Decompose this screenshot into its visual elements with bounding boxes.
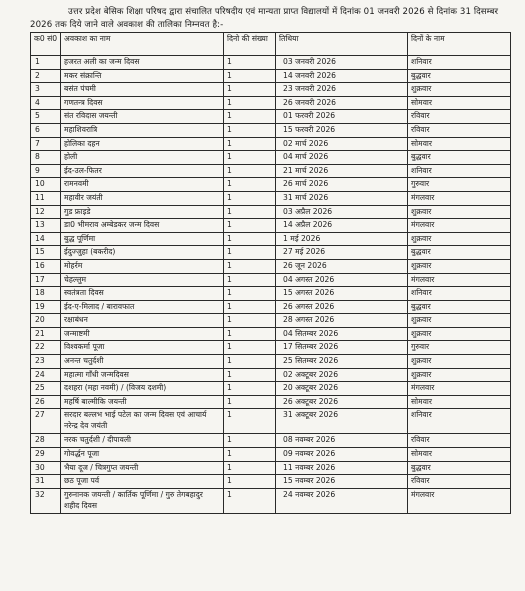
- cell-holiday-name: ईद-उल-फितर: [61, 164, 224, 178]
- cell-weekday: शनिवार: [408, 287, 511, 301]
- cell-holiday-name: हजरत अली का जन्म दिवस: [61, 56, 224, 70]
- cell-sno: 25: [31, 382, 61, 396]
- cell-day-count: 1: [224, 151, 276, 165]
- cell-holiday-name: ईदुज्जुहा (बकरीद): [61, 246, 224, 260]
- cell-day-count: 1: [224, 246, 276, 260]
- table-row: [31, 83, 511, 97]
- cell-date: 11 नवम्बर 2026: [276, 461, 408, 475]
- table-row: [31, 355, 511, 369]
- cell-weekday: मंगलवार: [408, 273, 511, 287]
- table-row: [31, 382, 511, 396]
- cell-day-count: 1: [224, 434, 276, 448]
- cell-day-count: 1: [224, 488, 276, 513]
- cell-weekday: बुद्धवार: [408, 246, 511, 260]
- cell-sno: 20: [31, 314, 61, 328]
- cell-date: 03 अप्रैल 2026: [276, 205, 408, 219]
- table-row: [31, 191, 511, 205]
- header-weekday: दिनों के नाम: [408, 33, 511, 56]
- cell-holiday-name: संत रविदास जयन्ती: [61, 110, 224, 124]
- cell-date: 04 अगस्त 2026: [276, 273, 408, 287]
- cell-date: 04 सितम्बर 2026: [276, 327, 408, 341]
- cell-holiday-name: गोवर्द्धन पूजा: [61, 448, 224, 462]
- cell-weekday: बुद्धवार: [408, 461, 511, 475]
- cell-weekday: गुरुवार: [408, 341, 511, 355]
- table-row: [31, 368, 511, 382]
- table-row: [31, 488, 511, 513]
- table-row: [31, 246, 511, 260]
- cell-day-count: 1: [224, 191, 276, 205]
- cell-weekday: रविवार: [408, 475, 511, 489]
- cell-date: 15 फरवरी 2026: [276, 123, 408, 137]
- cell-weekday: रविवार: [408, 110, 511, 124]
- table-header-row: [31, 33, 511, 56]
- table-row: [31, 448, 511, 462]
- cell-date: 17 सितम्बर 2026: [276, 341, 408, 355]
- cell-sno: 13: [31, 219, 61, 233]
- cell-weekday: सोमवार: [408, 137, 511, 151]
- cell-sno: 21: [31, 327, 61, 341]
- cell-sno: 12: [31, 205, 61, 219]
- cell-day-count: 1: [224, 314, 276, 328]
- table-row: [31, 110, 511, 124]
- cell-day-count: 1: [224, 461, 276, 475]
- cell-day-count: 1: [224, 368, 276, 382]
- cell-weekday: शनिवार: [408, 56, 511, 70]
- cell-holiday-name: ईद-ए-मिलाद / बारावफात: [61, 300, 224, 314]
- cell-weekday: शुक्रवार: [408, 355, 511, 369]
- cell-weekday: शुक्रवार: [408, 83, 511, 97]
- cell-sno: 30: [31, 461, 61, 475]
- cell-sno: 7: [31, 137, 61, 151]
- cell-date: 25 सितम्बर 2026: [276, 355, 408, 369]
- cell-weekday: शुक्रवार: [408, 205, 511, 219]
- cell-sno: 23: [31, 355, 61, 369]
- table-row: [31, 178, 511, 192]
- cell-date: 31 अक्टूबर 2026: [276, 409, 408, 434]
- cell-holiday-name: सरदार बल्लभ भाई पटेल का जन्म दिवस एवं आचार्य नरेन्द्र देव जयंती: [61, 409, 224, 434]
- cell-date: 23 जनवरी 2026: [276, 83, 408, 97]
- cell-sno: 8: [31, 151, 61, 165]
- cell-sno: 22: [31, 341, 61, 355]
- cell-sno: 10: [31, 178, 61, 192]
- cell-date: 31 मार्च 2026: [276, 191, 408, 205]
- cell-sno: 5: [31, 110, 61, 124]
- table-row: [31, 259, 511, 273]
- cell-sno: 16: [31, 259, 61, 273]
- table-row: [31, 461, 511, 475]
- table-row: [31, 151, 511, 165]
- cell-date: 28 अगस्त 2026: [276, 314, 408, 328]
- cell-sno: 29: [31, 448, 61, 462]
- table-row: [31, 475, 511, 489]
- cell-weekday: गुरुवार: [408, 178, 511, 192]
- cell-weekday: मंगलवार: [408, 382, 511, 396]
- cell-weekday: मंगलवार: [408, 488, 511, 513]
- cell-day-count: 1: [224, 273, 276, 287]
- table-row: [31, 434, 511, 448]
- cell-holiday-name: चेहल्लुम: [61, 273, 224, 287]
- cell-date: 03 जनवरी 2026: [276, 56, 408, 70]
- cell-date: 14 जनवरी 2026: [276, 69, 408, 83]
- table-row: [31, 300, 511, 314]
- cell-day-count: 1: [224, 219, 276, 233]
- cell-date: 15 अगस्त 2026: [276, 287, 408, 301]
- cell-sno: 27: [31, 409, 61, 434]
- cell-weekday: मंगलवार: [408, 219, 511, 233]
- cell-sno: 32: [31, 488, 61, 513]
- table-row: [31, 96, 511, 110]
- cell-holiday-name: होलिका दहन: [61, 137, 224, 151]
- cell-weekday: सोमवार: [408, 96, 511, 110]
- cell-weekday: बुद्धवार: [408, 151, 511, 165]
- cell-weekday: शुक्रवार: [408, 368, 511, 382]
- cell-holiday-name: डा0 भीमराव अम्बेडकर जन्म दिवस: [61, 219, 224, 233]
- cell-day-count: 1: [224, 69, 276, 83]
- cell-day-count: 1: [224, 287, 276, 301]
- cell-sno: 17: [31, 273, 61, 287]
- cell-holiday-name: गुरुनानक जयन्ती / कार्तिक पूर्णिमा / गुरु तेगबहादुर शहीद दिवस: [61, 488, 224, 513]
- header-date: तिथिया: [276, 33, 408, 56]
- cell-sno: 14: [31, 232, 61, 246]
- intro-paragraph: उत्तर प्रदेश बेसिक शिक्षा परिषद द्वारा संचालित परिषदीय एवं मान्यता प्राप्त विद्यालयों में दिनांक 01 जनवरी 2026 से दिनांक 31 दिसम्बर 2026 तक दिये जाने वाले अवकाश की तालिका निम्नवत है:-: [30, 7, 499, 30]
- cell-sno: 6: [31, 123, 61, 137]
- cell-date: 27 मई 2026: [276, 246, 408, 260]
- cell-weekday: शनिवार: [408, 164, 511, 178]
- cell-day-count: 1: [224, 164, 276, 178]
- header-day-count: दिनो की संख्या: [224, 33, 276, 56]
- cell-date: 21 मार्च 2026: [276, 164, 408, 178]
- header-sno: क0 सं0: [31, 33, 61, 56]
- cell-day-count: 1: [224, 475, 276, 489]
- cell-holiday-name: विश्वकर्मा पूजा: [61, 341, 224, 355]
- cell-sno: 28: [31, 434, 61, 448]
- cell-date: 01 फरवरी 2026: [276, 110, 408, 124]
- cell-date: 26 मार्च 2026: [276, 178, 408, 192]
- cell-day-count: 1: [224, 395, 276, 409]
- cell-weekday: मंगलवार: [408, 191, 511, 205]
- table-row: [31, 69, 511, 83]
- cell-weekday: शनिवार: [408, 409, 511, 434]
- table-row: [31, 123, 511, 137]
- table-row: [31, 137, 511, 151]
- cell-holiday-name: होली: [61, 151, 224, 165]
- cell-holiday-name: गणतन्त्र दिवस: [61, 96, 224, 110]
- cell-sno: 24: [31, 368, 61, 382]
- cell-day-count: 1: [224, 300, 276, 314]
- cell-weekday: शुक्रवार: [408, 327, 511, 341]
- cell-holiday-name: दशहरा (महा नवमी) / (विजय दशमी): [61, 382, 224, 396]
- cell-day-count: 1: [224, 259, 276, 273]
- table-row: [31, 409, 511, 434]
- cell-date: 04 मार्च 2026: [276, 151, 408, 165]
- cell-date: 15 नवम्बर 2026: [276, 475, 408, 489]
- cell-date: 26 अक्टूबर 2026: [276, 395, 408, 409]
- cell-sno: 9: [31, 164, 61, 178]
- cell-sno: 1: [31, 56, 61, 70]
- table-row: [31, 273, 511, 287]
- table-row: [31, 314, 511, 328]
- cell-holiday-name: गुड फ्राइडे: [61, 205, 224, 219]
- cell-day-count: 1: [224, 83, 276, 97]
- cell-date: 24 नवम्बर 2026: [276, 488, 408, 513]
- cell-holiday-name: मकर संक्रान्ति: [61, 69, 224, 83]
- cell-holiday-name: रामनवमी: [61, 178, 224, 192]
- cell-day-count: 1: [224, 110, 276, 124]
- cell-weekday: शुक्रवार: [408, 232, 511, 246]
- cell-date: 14 अप्रैल 2026: [276, 219, 408, 233]
- table-row: [31, 341, 511, 355]
- cell-holiday-name: महात्मा गाँधी जन्मदिवस: [61, 368, 224, 382]
- cell-holiday-name: नरक चतुर्दशी / दीपावली: [61, 434, 224, 448]
- cell-weekday: रविवार: [408, 123, 511, 137]
- cell-date: 09 नवम्बर 2026: [276, 448, 408, 462]
- cell-holiday-name: जन्माष्टमी: [61, 327, 224, 341]
- cell-holiday-name: महाशिवरात्रि: [61, 123, 224, 137]
- cell-sno: 19: [31, 300, 61, 314]
- holiday-table: [30, 32, 511, 514]
- cell-holiday-name: महावीर जयंती: [61, 191, 224, 205]
- cell-day-count: 1: [224, 96, 276, 110]
- cell-holiday-name: रक्षाबंधन: [61, 314, 224, 328]
- cell-weekday: रविवार: [408, 434, 511, 448]
- cell-date: 26 अगस्त 2026: [276, 300, 408, 314]
- cell-sno: 2: [31, 69, 61, 83]
- cell-holiday-name: बुद्ध पूर्णिमा: [61, 232, 224, 246]
- cell-day-count: 1: [224, 355, 276, 369]
- table-row: [31, 395, 511, 409]
- cell-day-count: 1: [224, 205, 276, 219]
- table-row: [31, 232, 511, 246]
- cell-day-count: 1: [224, 448, 276, 462]
- cell-day-count: 1: [224, 123, 276, 137]
- cell-sno: 31: [31, 475, 61, 489]
- cell-weekday: बुद्धवार: [408, 300, 511, 314]
- table-body: [31, 56, 511, 514]
- cell-sno: 3: [31, 83, 61, 97]
- table-row: [31, 205, 511, 219]
- cell-holiday-name: मोहर्रम: [61, 259, 224, 273]
- cell-date: 08 नवम्बर 2026: [276, 434, 408, 448]
- cell-weekday: शुक्रवार: [408, 259, 511, 273]
- table-row: [31, 327, 511, 341]
- cell-sno: 4: [31, 96, 61, 110]
- cell-day-count: 1: [224, 232, 276, 246]
- cell-holiday-name: अनन्त चतुर्दशी: [61, 355, 224, 369]
- cell-day-count: 1: [224, 409, 276, 434]
- cell-sno: 26: [31, 395, 61, 409]
- cell-holiday-name: छठ पूजा पर्व: [61, 475, 224, 489]
- cell-day-count: 1: [224, 382, 276, 396]
- table-row: [31, 287, 511, 301]
- cell-holiday-name: महर्षि बाल्मीकि जयन्ती: [61, 395, 224, 409]
- table-row: [31, 219, 511, 233]
- cell-holiday-name: बसंत पंचमी: [61, 83, 224, 97]
- cell-weekday: सोमवार: [408, 448, 511, 462]
- cell-date: 02 अक्टूबर 2026: [276, 368, 408, 382]
- cell-holiday-name: भैया दूज / चित्रगुप्त जयन्ती: [61, 461, 224, 475]
- cell-sno: 11: [31, 191, 61, 205]
- cell-day-count: 1: [224, 137, 276, 151]
- cell-date: 20 अक्टूबर 2026: [276, 382, 408, 396]
- cell-date: 1 मई 2026: [276, 232, 408, 246]
- table-row: [31, 164, 511, 178]
- cell-day-count: 1: [224, 341, 276, 355]
- cell-day-count: 1: [224, 178, 276, 192]
- cell-day-count: 1: [224, 327, 276, 341]
- cell-sno: 18: [31, 287, 61, 301]
- cell-date: 26 जून 2026: [276, 259, 408, 273]
- cell-sno: 15: [31, 246, 61, 260]
- cell-holiday-name: स्वतंत्रता दिवस: [61, 287, 224, 301]
- table-row: [31, 56, 511, 70]
- cell-date: 02 मार्च 2026: [276, 137, 408, 151]
- cell-weekday: बुद्धवार: [408, 69, 511, 83]
- cell-weekday: शुक्रवार: [408, 314, 511, 328]
- header-holiday-name: अवकाश का नाम: [61, 33, 224, 56]
- cell-day-count: 1: [224, 56, 276, 70]
- cell-date: 26 जनवरी 2026: [276, 96, 408, 110]
- cell-weekday: सोमवार: [408, 395, 511, 409]
